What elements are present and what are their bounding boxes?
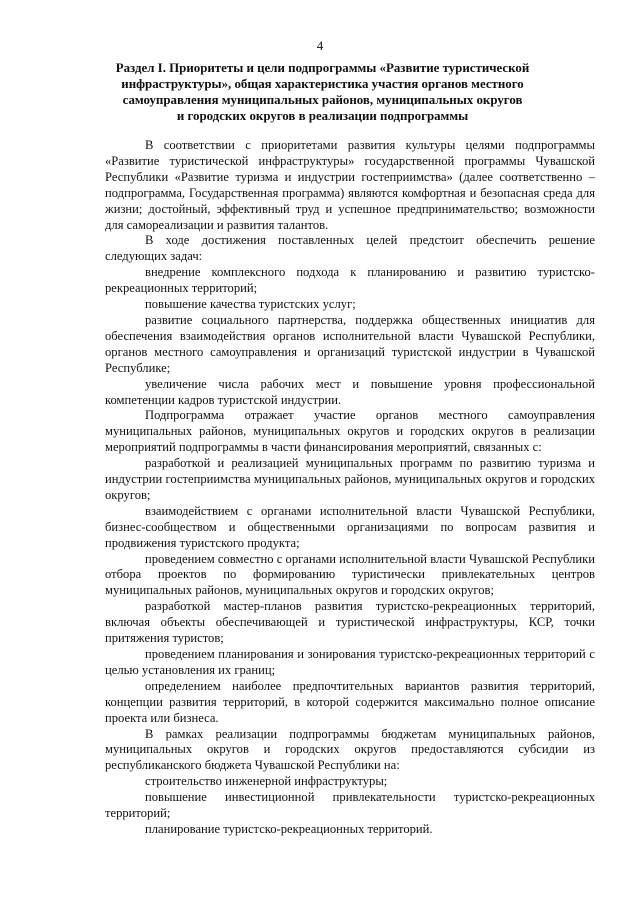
heading-line: инфраструктуры», общая характеристика участия органов местного bbox=[121, 77, 524, 91]
page-number: 4 bbox=[316, 38, 324, 53]
list-item: проведением совместно с органами исполнительной власти Чувашской Республики отбора проектов по формированию туристически привлекательных центров муниципальных районов, муниципальных округов и городских округов; bbox=[105, 551, 595, 598]
list-item: взаимодействием с органами исполнительной власти Чувашской Республики, бизнес-сообществом и общественными организациями по вопросам развития и продвижения туристского продукта; bbox=[105, 503, 595, 550]
section-heading bbox=[70, 60, 575, 124]
paragraph: В ходе достижения поставленных целей предстоит обеспечить решение следующих задач: bbox=[105, 233, 595, 264]
list-item: развитие социального партнерства, поддержка общественных инициатив для обеспечения взаимодействия органов исполнительной власти Чувашской Республики, органов местного самоуправления и организаций туристской индустрии в Чувашской Республике; bbox=[105, 312, 595, 375]
heading-line: самоуправления муниципальных районов, муниципальных округов bbox=[122, 93, 523, 107]
list-item: повышение инвестиционной привлекательности туристско-рекреационных территорий; bbox=[105, 790, 595, 821]
list-item: разработкой мастер-планов развития туристско-рекреационных территорий, включая объекты обеспечивающей и туристической инфраструктуры, КСР, точки притяжения туристов; bbox=[105, 599, 595, 646]
list-item: повышение качества туристских услуг; bbox=[145, 297, 356, 312]
list-item: определением наиболее предпочтительных вариантов развития территорий, концепции развития территорий, в которой содержится максимально полное описание проекта или бизнеса. bbox=[105, 678, 595, 725]
heading-line: Раздел I. Приоритеты и цели подпрограммы «Развитие туристической bbox=[115, 61, 530, 75]
body-text bbox=[105, 138, 595, 838]
paragraph: В соответствии с приоритетами развития культуры целями подпрограммы «Развитие туристической инфраструктуры» государственной программы Чувашской Республики «Развитие туризма и индустрии гостеприимства» (далее соответственно – подпрограмма, Государственная программа) являются комфортная и безопасная среда для жизни; достойный, эффективный труд и успешное предпринимательство; возможности для самореализации и развития талантов. bbox=[105, 138, 595, 232]
paragraph: Подпрограмма отражает участие органов местного самоуправления муниципальных районов, муниципальных округов и городских округов в реализации мероприятий подпрограммы в части финансирования мероприятий, связанных с: bbox=[105, 408, 595, 455]
list-item: проведением планирования и зонирования туристско-рекреационных территорий с целью установления их границ; bbox=[105, 647, 595, 677]
list-item: разработкой и реализацией муниципальных программ по развитию туризма и индустрии гостеприимства муниципальных районов, муниципальных округов и городских округов; bbox=[105, 456, 595, 502]
list-item: строительство инженерной инфраструктуры; bbox=[145, 774, 388, 789]
paragraph: В рамках реализации подпрограммы бюджетам муниципальных районов, муниципальных округов и городских округов предоставляются субсидии из республиканского бюджета Чувашской Республики на: bbox=[105, 726, 595, 773]
heading-line: и городских округов в реализации подпрограммы bbox=[176, 109, 469, 123]
list-item: планирование туристско-рекреационных территорий. bbox=[145, 821, 433, 836]
list-item: увеличение числа рабочих мест и повышение уровня профессиональной компетенции кадров туристской индустрии. bbox=[105, 376, 595, 407]
list-item: внедрение комплексного подхода к планированию и развитию туристско-рекреационных территорий; bbox=[105, 265, 595, 296]
